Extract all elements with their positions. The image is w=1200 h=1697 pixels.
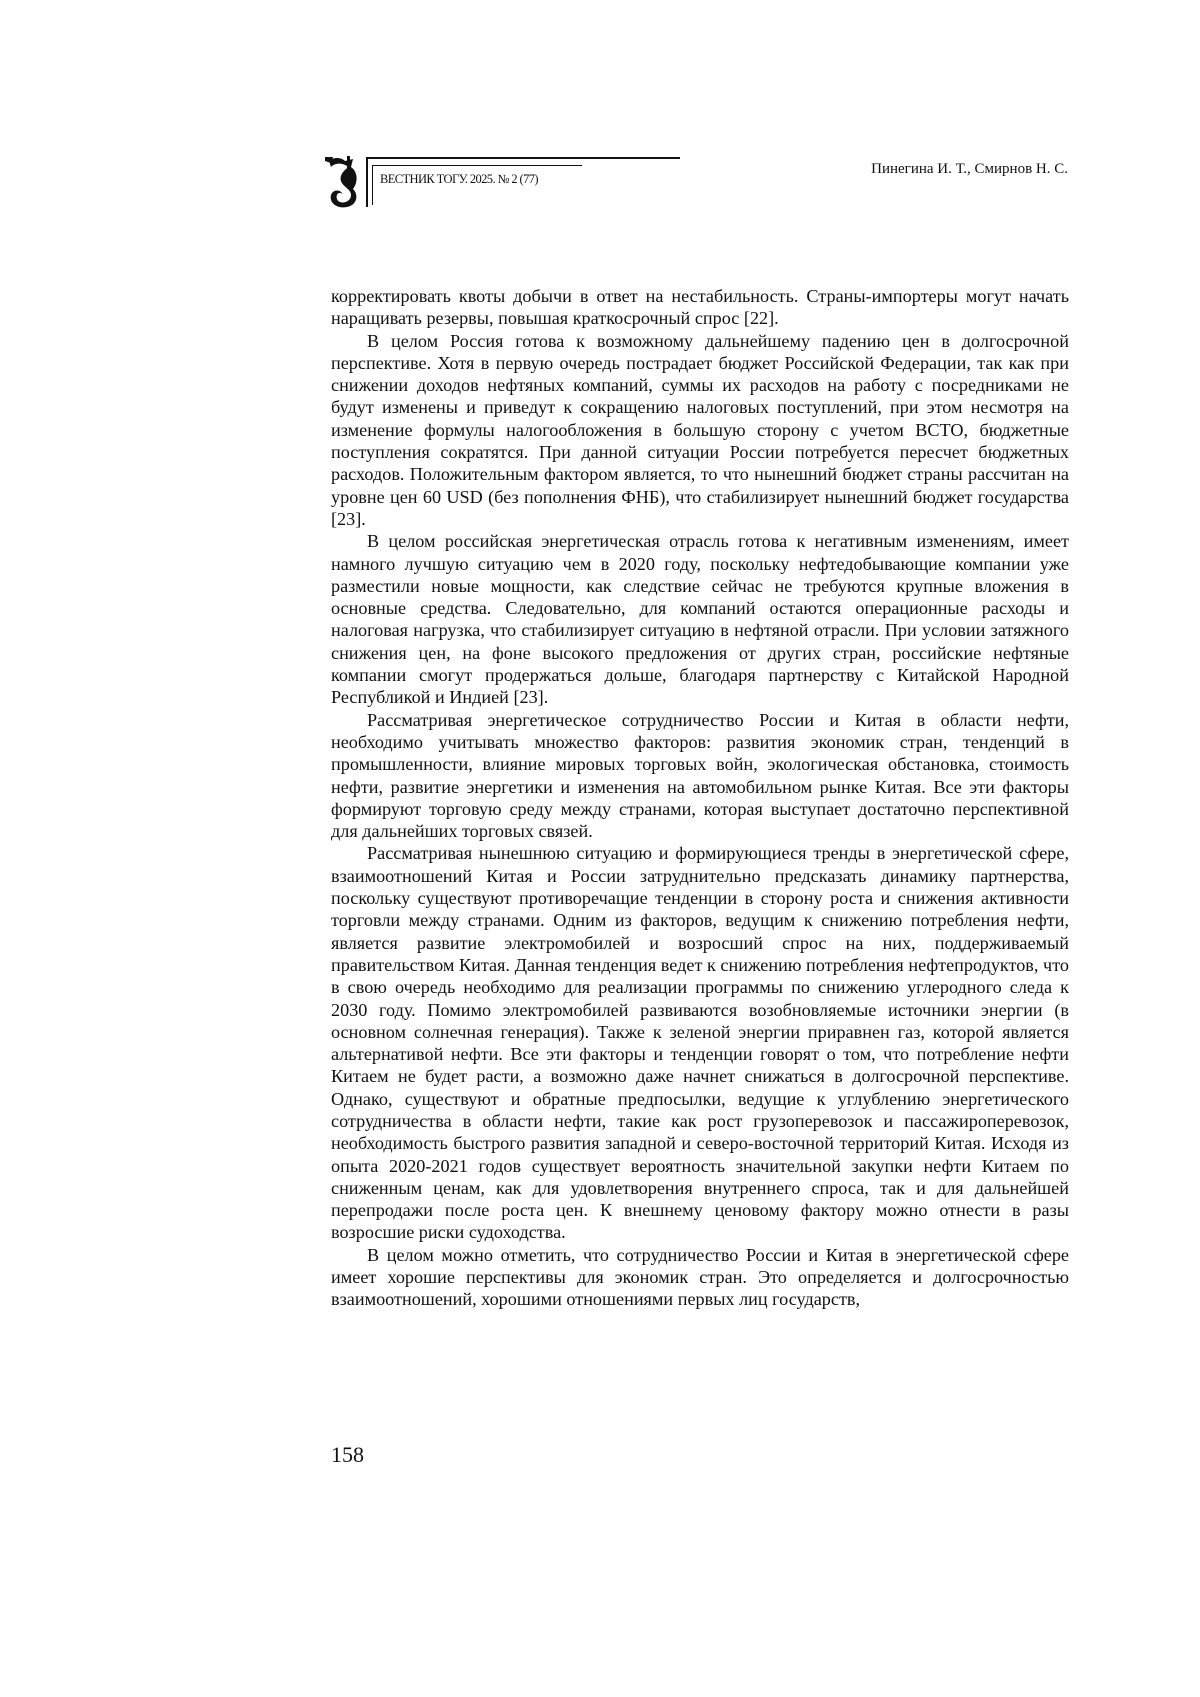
header-bar <box>366 157 368 207</box>
header-bar-inner <box>372 165 373 205</box>
paragraph: Рассматривая энергетическое сотрудничество России и Китая в области нефти, необходимо учитывать множество факторов: развития экономик стран, тенденций в промышленности, влияние мировых торговых войн, экологическая обстановка, стоимость нефти, развитие энергетики и изменения на автомобильном рынке Китая. Все эти факторы формируют торговую среду между странами, которая выступает достаточно перспективной для дальнейших торговых связей. <box>331 709 1069 842</box>
paragraph: В целом можно отметить, что сотрудничество России и Китая в энергетической сфере имеет хорошие перспективы для экономик стран. Это определяется и долгосрочностью взаимоотношений, хорошими отношениями первых лиц государств, <box>331 1244 1069 1310</box>
journal-title: ВЕСТНИК ТОГУ. 2025. № 2 (77) <box>380 172 538 186</box>
paragraph: Рассматривая нынешнюю ситуацию и формирующиеся тренды в энергетической сфере, взаимоотношений Китая и России затруднительно предсказать динамику партнерства, поскольку существуют противоречащие тенденции в сторону роста и снижения активности торговли между странами. Одним из факторов, ведущим к снижению потребления нефти, является развитие электромобилей и возросший спрос на них, поддерживаемый правительством Китая. Данная тенденция ведет к снижению потребления нефтепродуктов, что в свою очередь необходимо для реализации программы по снижению углеродного следа к 2030 году. Помимо электромобилей развиваются возобновляемые источники энергии (в основном солнечная генерация). Также к зеленой энергии приравнен газ, которой является альтернативой нефти. Все эти факторы и тенденции говорят о том, что потребление нефти Китаем не будет расти, а возможно даже начнет снижаться в долгосрочной перспективе. Однако, существуют и обратные предпосылки, ведущие к углублению энергетического сотрудничества в области нефти, такие как рост грузоперевозок и пассажироперевозок, необходимость быстрого развития западной и северо-восточной территорий Китая. Исходя из опыта 2020-2021 годов существует вероятность значительной закупки нефти Китаем по сниженным ценам, как для удовлетворения внутреннего спроса, так и для дальнейшей перепродажи после роста цен. К внешнему ценовому фактору можно отнести в разы возросшие риски судоходства. <box>331 843 1069 1243</box>
page-number: 158 <box>331 1442 364 1467</box>
paragraph: В целом российская энергетическая отрасль готова к негативным изменениям, имеет намного лучшую ситуацию чем в 2020 году, поскольку нефтедобывающие компании уже разместили новые мощности, как следствие сейчас не требуются крупные вложения в основные средства. Следовательно, для компаний остаются операционные расходы и налоговая нагрузка, что стабилизирует ситуацию в нефтяной отрасли. При условии затяжного снижения цен, на фоне высокого предложения от других стран, российские нефтяные компании смогут продержаться дольше, благодаря партнерству с Китайской Народной Республикой и Индией [23]. <box>331 531 1069 708</box>
paragraph: корректировать квоты добычи в ответ на нестабильность. Страны-импортеры могут начать наращивать резервы, повышая краткосрочный спрос [22]. <box>331 286 1069 329</box>
journal-logo-icon <box>323 155 363 210</box>
header-rule-inner <box>372 165 582 166</box>
running-authors: Пинегина И. Т., Смирнов Н. С. <box>871 161 1068 177</box>
article-body <box>331 285 1069 1311</box>
paragraph: В целом Россия готова к возможному дальнейшему падению цен в долгосрочной перспективе. Хотя в первую очередь пострадает бюджет Российской Федерации, так как при снижении доходов нефтяных компаний, суммы их расходов на работу с посредниками не будут изменены и приведут к сокращению налоговых поступлений, при этом несмотря на изменение формулы налогообложения в большую сторону с учетом ВСТО, бюджетные поступления сократятся. При данной ситуации России потребуется пересчет бюджетных расходов. Положительным фактором является, то что нынешний бюджет страны рассчитан на уровне цен 60 USD (без пополнения ФНБ), что стабилизирует нынешний бюджет государства [23]. <box>331 330 1069 529</box>
header-rule <box>366 157 680 159</box>
